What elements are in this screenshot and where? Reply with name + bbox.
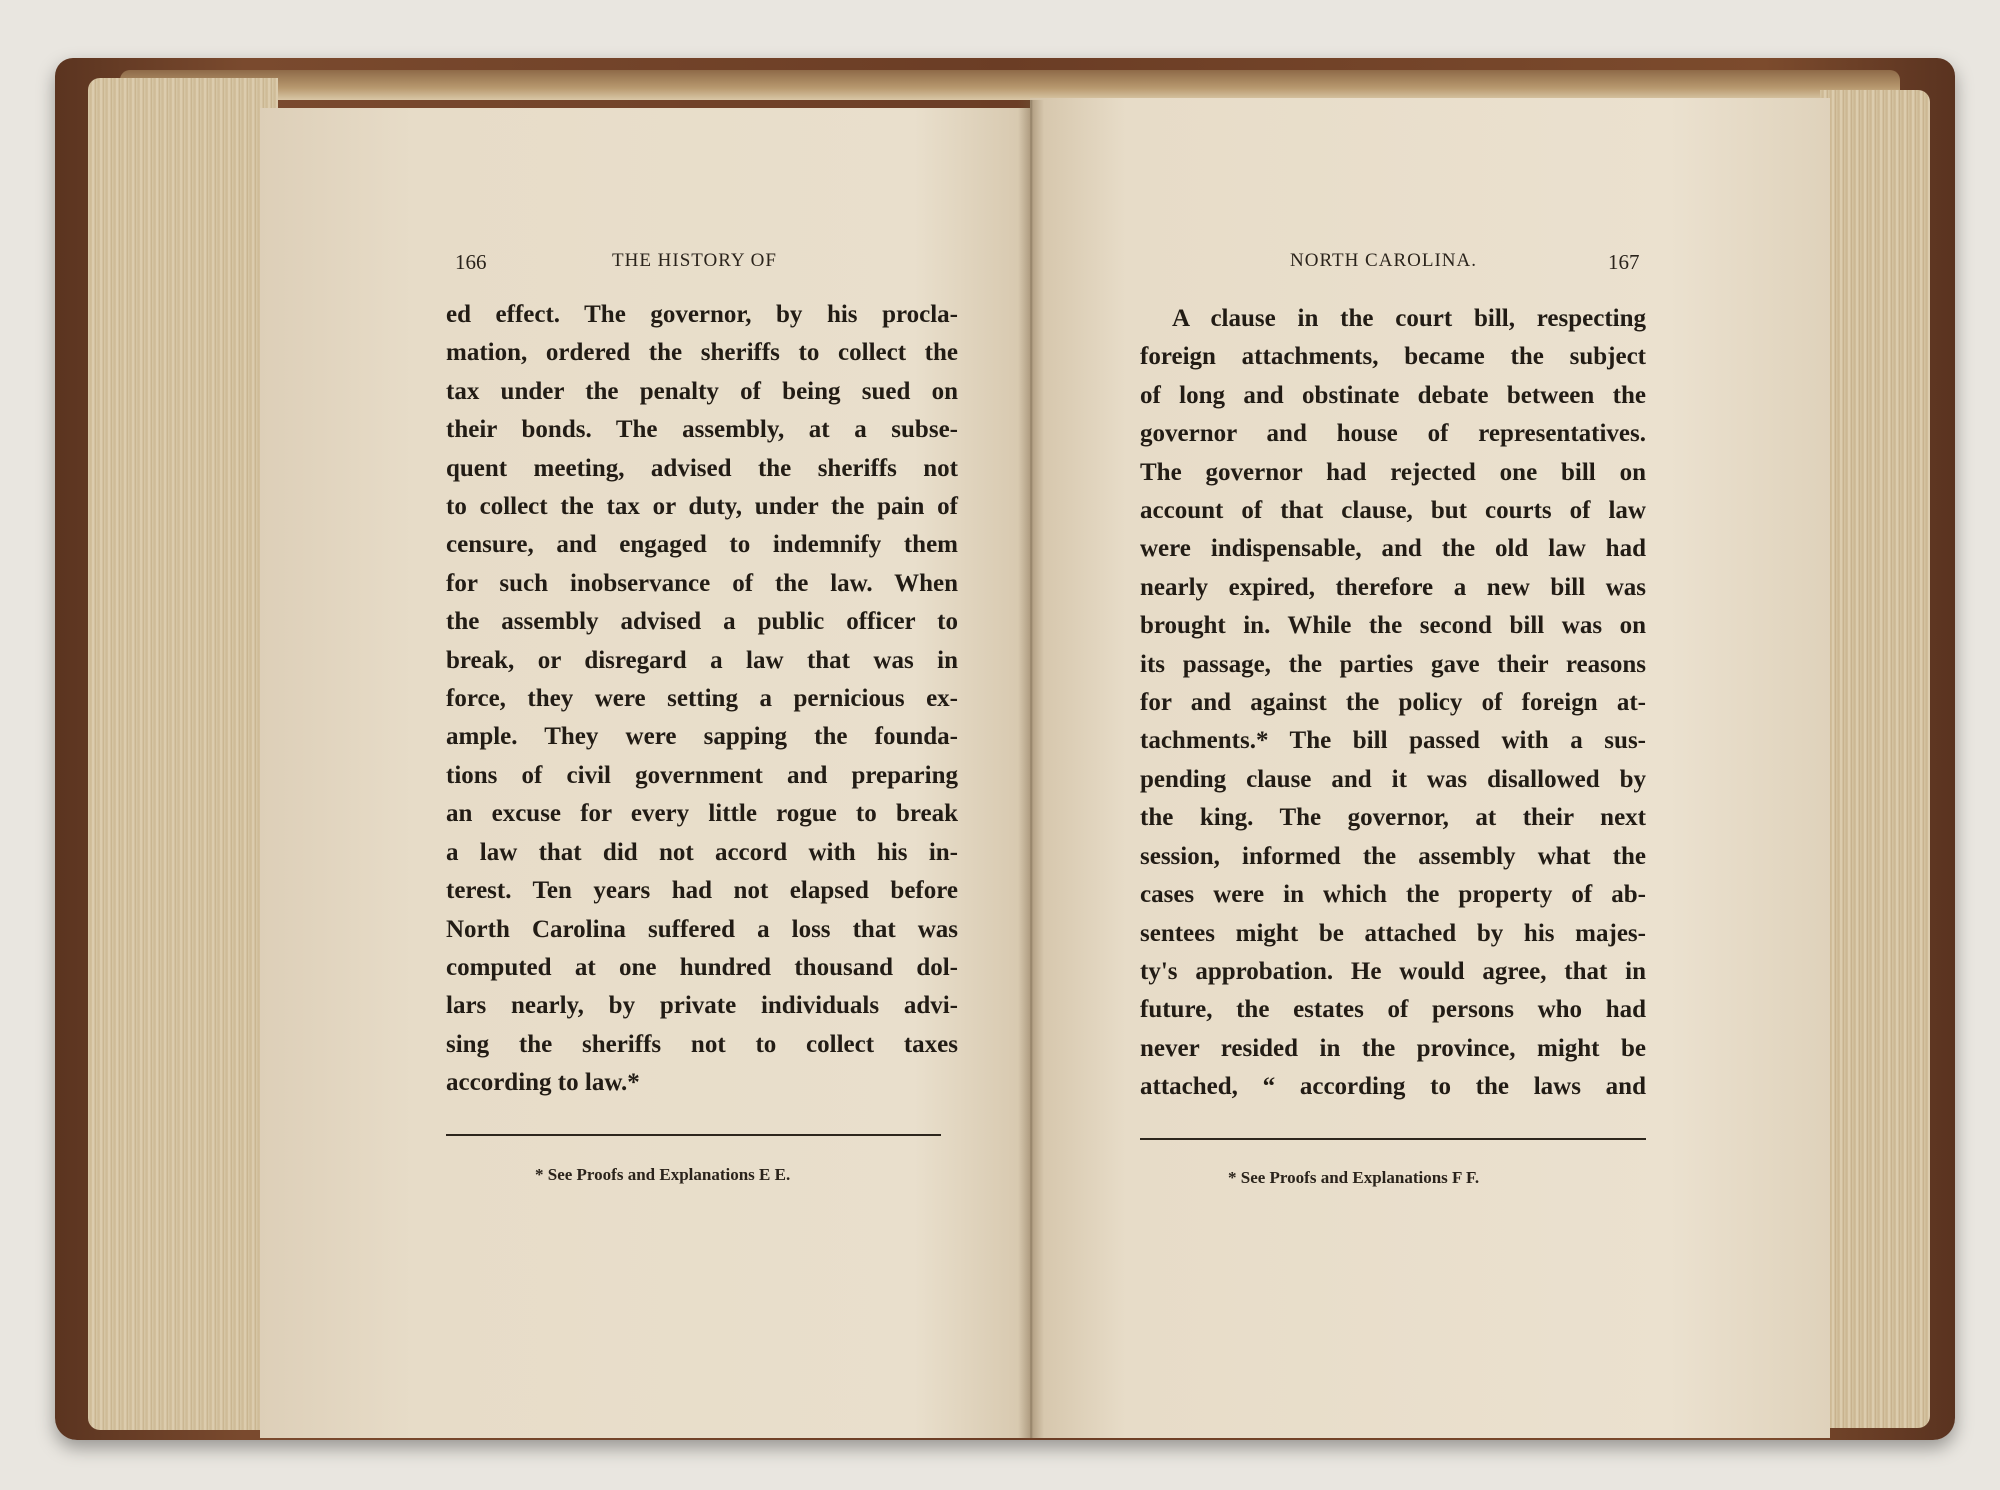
text-line: governor and house of representatives. <box>1140 420 1646 448</box>
text-line: of long and obstinate debate between the <box>1140 381 1646 409</box>
right-footnote-rule <box>1140 1138 1646 1140</box>
text-line: for such inobservance of the law. When <box>446 569 958 597</box>
text-line: session, informed the assembly what the <box>1140 842 1646 870</box>
right-page-body <box>1140 300 1646 1107</box>
text-line: ty's approbation. He would agree, that in <box>1140 957 1646 985</box>
text-line: break, or disregard a law that was in <box>446 646 958 674</box>
text-line: nearly expired, therefore a new bill was <box>1140 573 1646 601</box>
text-line: their bonds. The assembly, at a subse- <box>446 416 958 444</box>
text-line: account of that clause, but courts of law <box>1140 497 1646 525</box>
text-line: The governor had rejected one bill on <box>1140 458 1646 486</box>
text-line: North Carolina suffered a loss that was <box>446 915 958 943</box>
text-line: sing the sheriffs not to collect taxes <box>446 1030 958 1058</box>
text-line: censure, and engaged to indemnify them <box>446 531 958 559</box>
text-line: never resided in the province, might be <box>1140 1034 1646 1062</box>
text-line: for and against the policy of foreign at- <box>1140 689 1646 717</box>
text-line: A clause in the court bill, respecting <box>1172 305 1646 332</box>
text-line: sentees might be attached by his majes- <box>1140 919 1646 947</box>
text-line: cases were in which the property of ab- <box>1140 881 1646 909</box>
text-line: mation, ordered the sheriffs to collect the <box>446 339 958 367</box>
text-line: a law that did not accord with his in- <box>446 838 958 866</box>
text-line: ed effect. The governor, by his procla- <box>446 301 958 328</box>
text-line: pending clause and it was disallowed by <box>1140 765 1646 793</box>
text-line: foreign attachments, became the subject <box>1140 343 1646 371</box>
left-footnote-rule <box>446 1134 941 1136</box>
text-line: to collect the tax or duty, under the pain of <box>446 493 958 521</box>
right-footnote: * See Proofs and Explanations F F. <box>1228 1168 1480 1187</box>
text-line: according to law.* <box>446 1069 640 1097</box>
text-line: attached, “ according to the laws and <box>1140 1073 1646 1101</box>
text-line: computed at one hundred thousand dol- <box>446 953 958 981</box>
right-page-number: 167 <box>1608 250 1640 274</box>
text-line: were indispensable, and the old law had <box>1140 535 1646 563</box>
text-line: future, the estates of persons who had <box>1140 996 1646 1024</box>
text-line: the king. The governor, at their next <box>1140 804 1646 832</box>
text-line: the assembly advised a public officer to <box>446 608 958 636</box>
left-footnote: * See Proofs and Explanations E E. <box>535 1165 791 1184</box>
text-line: quent meeting, advised the sheriffs not <box>446 454 958 482</box>
text-line: tachments.* The bill passed with a sus- <box>1140 727 1646 755</box>
left-running-head: THE HISTORY OF <box>612 250 777 271</box>
page-block-left-edge <box>88 78 278 1430</box>
text-line: an excuse for every little rogue to break <box>446 800 958 828</box>
page-block-top-edge <box>120 70 1900 100</box>
text-line: its passage, the parties gave their reasons <box>1140 650 1646 678</box>
text-line: lars nearly, by private individuals advi- <box>446 992 958 1020</box>
page-block-right-edge <box>1820 90 1930 1428</box>
text-line: force, they were setting a pernicious ex- <box>446 685 958 713</box>
book-gutter <box>1018 100 1044 1438</box>
left-page-body <box>446 296 958 1103</box>
text-line: brought in. While the second bill was on <box>1140 612 1646 640</box>
text-line: tax under the penalty of being sued on <box>446 377 958 405</box>
text-line: tions of civil government and preparing <box>446 761 958 789</box>
text-line: ample. They were sapping the founda- <box>446 723 958 751</box>
text-line: terest. Ten years had not elapsed before <box>446 877 958 905</box>
right-running-head: NORTH CAROLINA. <box>1290 250 1477 271</box>
left-page-number: 166 <box>455 250 487 274</box>
